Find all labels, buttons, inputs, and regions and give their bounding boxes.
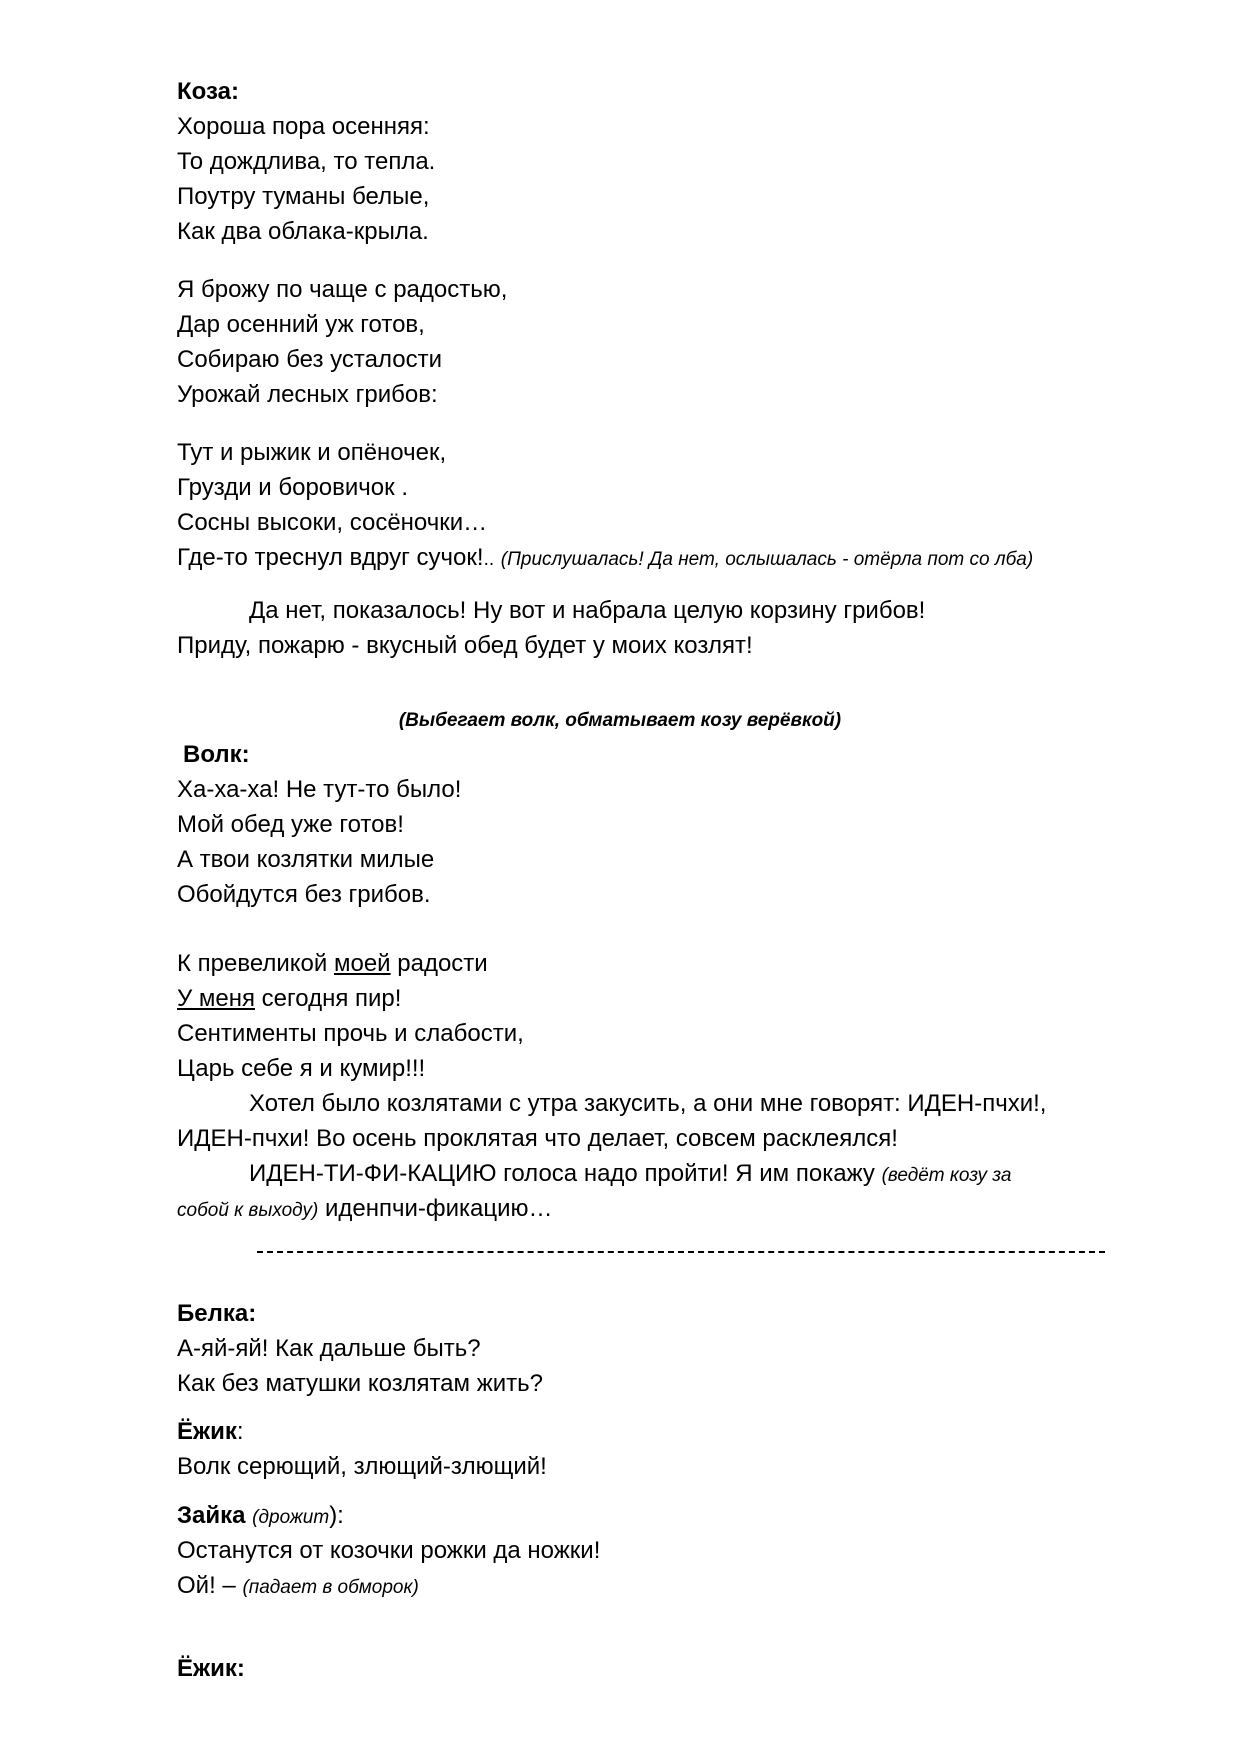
speaker-volk: Волк: (183, 741, 250, 768)
stage-remark: (Прислушалась! Да нет, ослышалась - отёрла пот со лба) (500, 549, 1034, 570)
verse-line: Хороша пора осенняя: (177, 113, 430, 140)
stage-remark: (дрожит (252, 1507, 330, 1528)
speaker-zaika: Зайка (177, 1502, 246, 1529)
verse-line: Поутру туманы белые, (177, 183, 430, 210)
prose-line (177, 1197, 553, 1221)
prose-line (249, 1162, 1011, 1186)
speaker-colon: : (236, 1418, 244, 1445)
verse-line: А твои козлятки милые (177, 846, 435, 873)
verse-line: А-яй-яй! Как дальше быть? (177, 1335, 481, 1362)
verse-line: Я брожу по чаще с радостью, (177, 276, 508, 303)
verse-line: Как два облака-крыла. (177, 218, 429, 245)
verse-line: Царь себе я и кумир!!! (177, 1055, 426, 1082)
verse-line: Сентименты прочь и слабости, (177, 1020, 524, 1047)
verse-line: Обойдутся без грибов. (177, 881, 431, 908)
stage-direction: (Выбегает волк, обматывает козу верёвкой) (398, 710, 842, 731)
verse-line: Останутся от козочки рожки да ножки! (177, 1537, 601, 1564)
verse-line (177, 952, 488, 976)
speaker-ezhik-2: Ёжик: (177, 1655, 245, 1682)
stage-remark: (ведёт козу за (881, 1165, 1012, 1186)
speaker-belka: Белка: (177, 1300, 257, 1327)
prose-line: ИДЕН-пчхи! Во осень проклятая что делает, совсем расклеялся! (177, 1125, 898, 1152)
verse-line: Сосны высоки, сосёночки… (177, 509, 488, 536)
prose-line: Приду, пожарю - вкусный обед будет у моих козлят! (177, 632, 753, 659)
verse-text: К превеликой (177, 950, 334, 977)
prose-line: Да нет, показалось! Ну вот и набрала целую корзину грибов! (249, 597, 926, 624)
verse-line: Грузди и боровичок . (177, 474, 408, 501)
stage-remark: (падает в обморок) (242, 1577, 419, 1598)
stage-remark: собой к выходу) (177, 1200, 319, 1221)
verse-text: сегодня пир! (255, 985, 402, 1012)
verse-text: Ой! – (177, 1572, 243, 1599)
verse-line: Как без матушки козлятам жить? (177, 1370, 543, 1397)
speaker-ezhik: Ёжик (177, 1418, 237, 1445)
verse-line: Дар осенний уж готов, (177, 311, 425, 338)
speaker-koza: Коза: (177, 78, 239, 105)
underlined-word: У меня (177, 985, 256, 1012)
speaker-zaika-line (177, 1504, 344, 1528)
verse-line: Волк серющий, злющий-злющий! (177, 1453, 547, 1480)
prose-text: иденпчи-фикацию… (318, 1195, 553, 1222)
verse-text: радости (390, 950, 488, 977)
dashed-separator (257, 1251, 1105, 1253)
speaker-ezhik-line (177, 1420, 244, 1444)
prose-line: Хотел было козлятами с утра закусить, а они мне говорят: ИДЕН-пчхи!, (249, 1090, 1047, 1117)
verse-line: Тут и рыжик и опёночек, (177, 439, 447, 466)
verse-line: Ха-ха-ха! Не тут-то было! (177, 776, 462, 803)
speaker-colon: ): (329, 1502, 344, 1529)
verse-line: Урожай лесных грибов: (177, 381, 438, 408)
verse-line: Мой обед уже готов! (177, 811, 404, 838)
verse-line (177, 1574, 419, 1598)
verse-text: Где-то треснул вдруг сучок! (177, 544, 484, 571)
underlined-word: моей (333, 950, 391, 977)
prose-text: ИДЕН-ТИ-ФИ-КАЦИЮ голоса надо пройти! Я им покажу (249, 1160, 882, 1187)
verse-line: Собираю без усталости (177, 346, 442, 373)
verse-line: То дождлива, то тепла. (177, 148, 436, 175)
verse-line-with-remark (177, 546, 1033, 570)
verse-dots: .. (483, 549, 495, 570)
verse-line (177, 987, 401, 1011)
